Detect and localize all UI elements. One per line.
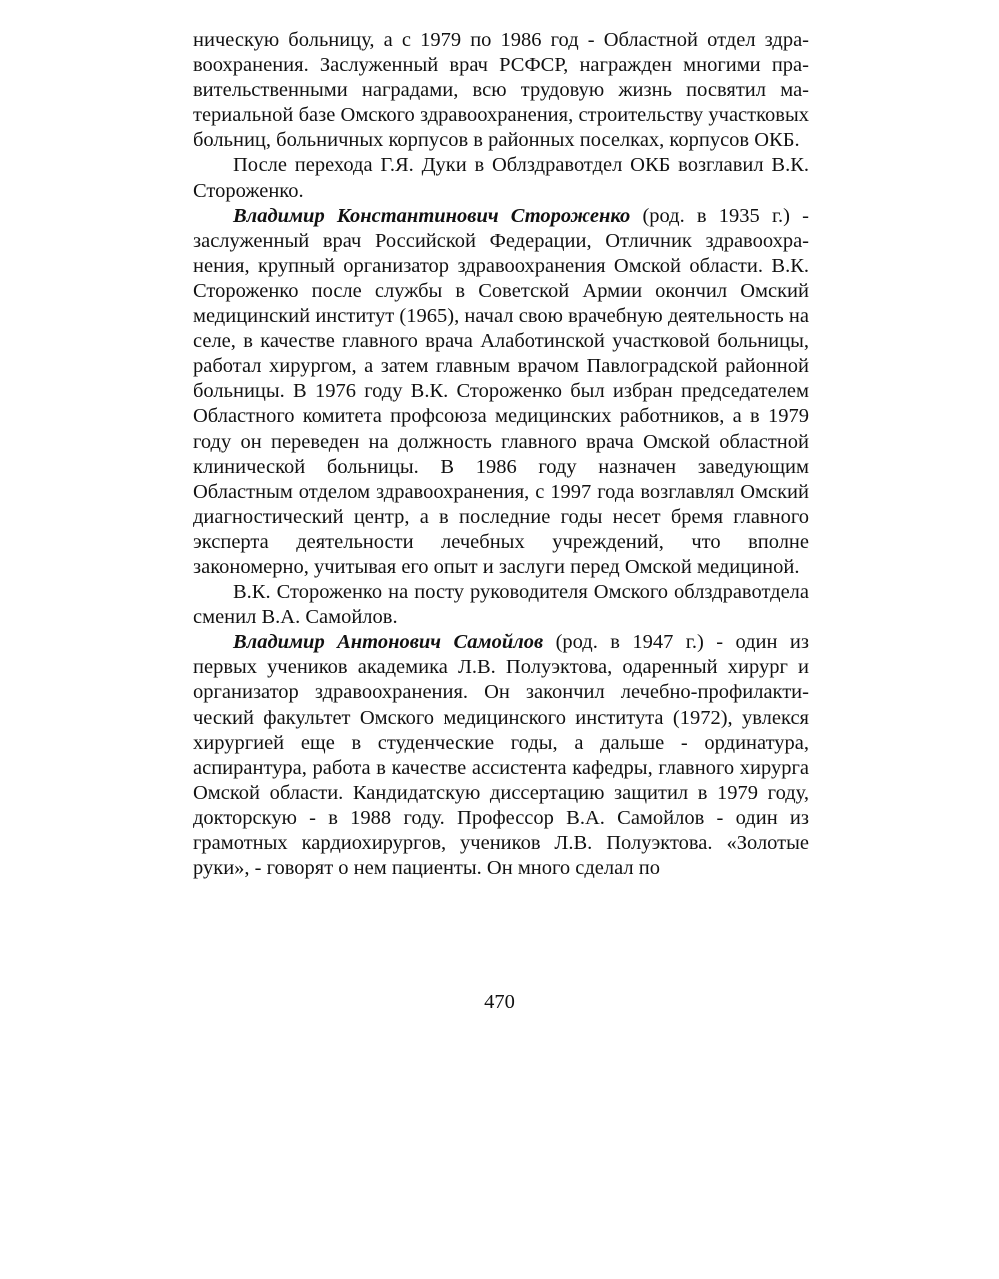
paragraph-text: (род. в 1947 г.) - один из первых учеников академика Л.В. Полуэктова, одаренный хирург и организатор здравоохранения. Он закончил лечебно-профилактический факультет Омского медицинского института (1972), увлекся хирургией еще в студенческие годы, а дальше - ординатура, аспирантура, работа в качестве ассистента кафедры, главного хирурга Омской области. Кандидатскую диссертацию защитил в 1979 году, докторскую - в 1988 году. Профессор В.А. Самойлов - один из грамотных кардиохирургов, учеников Л.В. Полуэктова. «Золотые руки», - говорят о нем пациенты. Он много сделал по [193, 631, 809, 880]
paragraph-text: В.К. Стороженко на посту руководителя Омского облздравотдела сменил В.А. Самойлов. [193, 581, 809, 629]
paragraph-text: ническую больницу, а с 1979 по 1986 год - Областной отдел здравоохранения. Заслуженный врач РСФСР, награжден многими правительственными наградами, всю трудовую жизнь посвятил материальной базе Омского здравоохранения, строительству участковых больниц, больничных корпусов в районных поселках, корпусов ОКБ. [193, 29, 809, 152]
page-number: 470 [484, 991, 515, 1013]
page-body [193, 28, 809, 881]
paragraph-text: (род. в 1935 г.) - заслуженный врач Российской Федерации, Отличник здравоохранения, крупный организатор здравоохранения Омской области. В.К. Стороженко после службы в Советской Армии окончил Омский медицинский институт (1965), начал свою врачебную деятельность на селе, в качестве главного врача Алаботинской участковой больницы, работал хирургом, а затем главным врачом Павлоградской районной больницы. В 1976 году В.К. Стороженко был избран председателем Областного комитета профсоюза медицинских работников, а в 1979 году он переведен на должность главного врача Омской областной клинической больницы. В 1986 году назначен заведующим Областным отделом здравоохранения, с 1997 года возглавлял Омский диагностический центр, а в последние годы несет бремя главного эксперта деятельности лечебных учреждений, что вполне закономерно, учитывая его опыт и заслуги перед Омской медициной. [193, 204, 809, 578]
paragraph-continuation [193, 28, 809, 153]
paragraph-samoylov-bio [193, 630, 809, 881]
paragraph-text: После перехода Г.Я. Дуки в Облздравотдел ОКБ возглавил В.К. Стороженко. [193, 154, 809, 202]
paragraph-storozhenko-bio [193, 204, 809, 580]
paragraph-transition-storozhenko [193, 153, 809, 203]
paragraph-transition-samoylov [193, 580, 809, 630]
person-name-samoylov: Владимир Антонович Самойлов [233, 631, 544, 654]
person-name-storozhenko: Владимир Константинович Стороженко [233, 204, 631, 227]
